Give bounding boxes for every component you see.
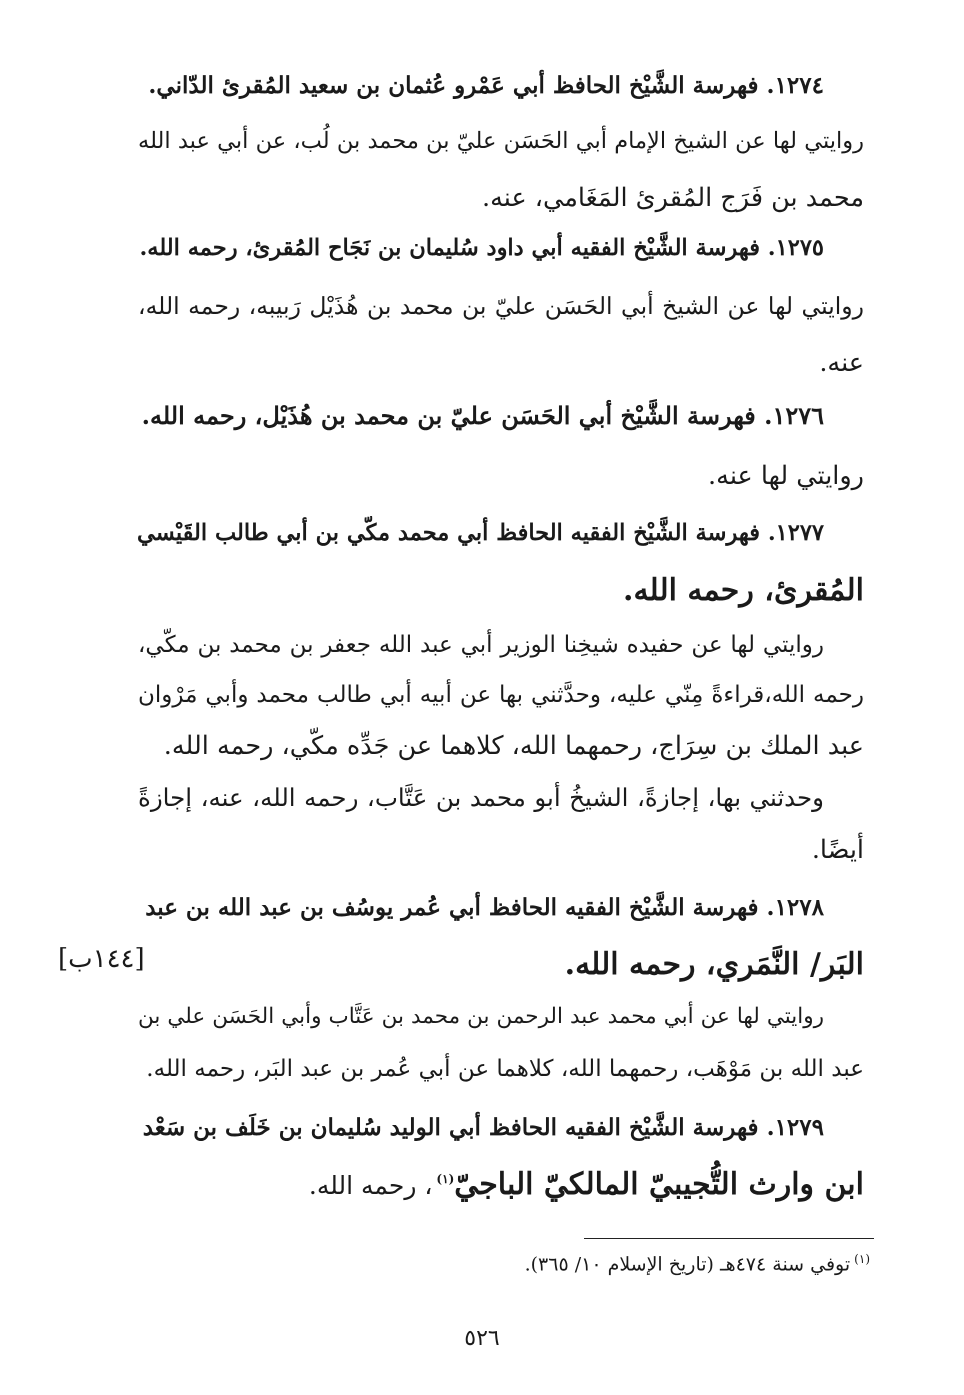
entry-heading-last-line bbox=[138, 1167, 864, 1202]
entry-heading: البَر/ النَّمَري، رحمه الله. bbox=[564, 947, 864, 982]
footnote-marker: (١) bbox=[854, 1252, 870, 1266]
footnote-text: توفي سنة ٤٧٤هـ (تاريخ الإسلام ١٠/ ٣٦٥). bbox=[524, 1253, 851, 1276]
entry-body-line: عبد الله بن مَوْهَب، رحمهما الله، كلاهما عن أبي عُمر بن عبد البَر، رحمه الله. bbox=[146, 1056, 864, 1082]
page-number: ٥٢٦ bbox=[464, 1326, 500, 1351]
footnote-reference[interactable]: (١) bbox=[436, 1172, 455, 1186]
entry-heading: المُقرئ، رحمه الله. bbox=[623, 573, 864, 608]
manuscript-folio-marker: [١٤٤ب] bbox=[58, 944, 145, 974]
footnote bbox=[525, 1252, 870, 1275]
entry-heading: ١٢٧٤. فهرسة الشَّيْخ الحافظ أبي عَمْرو عُثمان بن سعيد المُقرئ الدّاني. bbox=[148, 72, 824, 99]
entry-body-line: محمد بن فَرَج المُقرئ المَغَامي، عنه. bbox=[481, 183, 864, 213]
entry-heading: ١٢٧٩. فهرسة الشَّيْخ الفقيه الحافظ أبي الوليد سُليمان بن خَلَف بن سَعْد bbox=[142, 1114, 824, 1141]
entry-body-line: رحمه الله،قراءةً مِنّي عليه، وحدَّثني بها عن أبيه أبي طالب محمد وأبي مَرْوان bbox=[138, 682, 864, 708]
footnote-divider bbox=[584, 1238, 874, 1239]
entry-heading: ١٢٧٦. فهرسة الشَّيْخ أبي الحَسَن عليّ بن محمد بن هُذَيْل، رحمه الله. bbox=[141, 401, 824, 430]
entry-body-line: عنه. bbox=[819, 348, 864, 378]
entry-body-line: روايتي لها عن الشيخ الإمام أبي الحَسَن عليّ بن محمد بن لُب، عن أبي عبد الله bbox=[138, 128, 864, 154]
entry-body-line: وحدثني بها، إجازةً، الشيخُ أبو محمد بن عَتَّاب، رحمه الله، عنه، إجازةً bbox=[138, 783, 824, 812]
entry-heading: ١٢٧٥. فهرسة الشَّيْخ الفقيه أبي داود سُليمان بن نَجَاح المُقرئ، رحمه الله. bbox=[139, 235, 824, 261]
entry-body-line: روايتي لها عن حفيده شيخِنا الوزير أبي عبد الله جعفر بن محمد بن مكّي، bbox=[138, 632, 824, 658]
entry-body-line: روايتي لها عن أبي محمد عبد الرحمن بن محمد بن عَتَّاب وأبي الحَسَن علي بن bbox=[138, 1004, 824, 1029]
entry-body-line: أيضًا. bbox=[811, 835, 864, 865]
entry-body-line: روايتي لها عنه. bbox=[708, 461, 864, 491]
entry-heading: ١٢٧٨. فهرسة الشَّيْخ الفقيه الحافظ أبي عُمر يوسُف بن عبد الله بن عبد bbox=[145, 894, 824, 921]
entry-heading-suffix: ، رحمه الله. bbox=[308, 1171, 433, 1200]
entry-heading-text: ابن وارث التُّجيبيّ المالكيّ الباجيّ bbox=[454, 1167, 864, 1202]
entry-body-line: روايتي لها عن الشيخ أبي الحَسَن عليّ بن محمد بن هُذَيْل رَبيبه، رحمه الله، bbox=[138, 292, 864, 320]
entry-body-line: عبد الملك بن سِرَاج، رحمهما الله، كلاهما عن جَدِّه مكّي، رحمه الله. bbox=[163, 731, 864, 761]
entry-heading: ١٢٧٧. فهرسة الشَّيْخ الفقيه الحافظ أبي محمد مكّي بن أبي طالب القَيْسي bbox=[137, 520, 824, 546]
